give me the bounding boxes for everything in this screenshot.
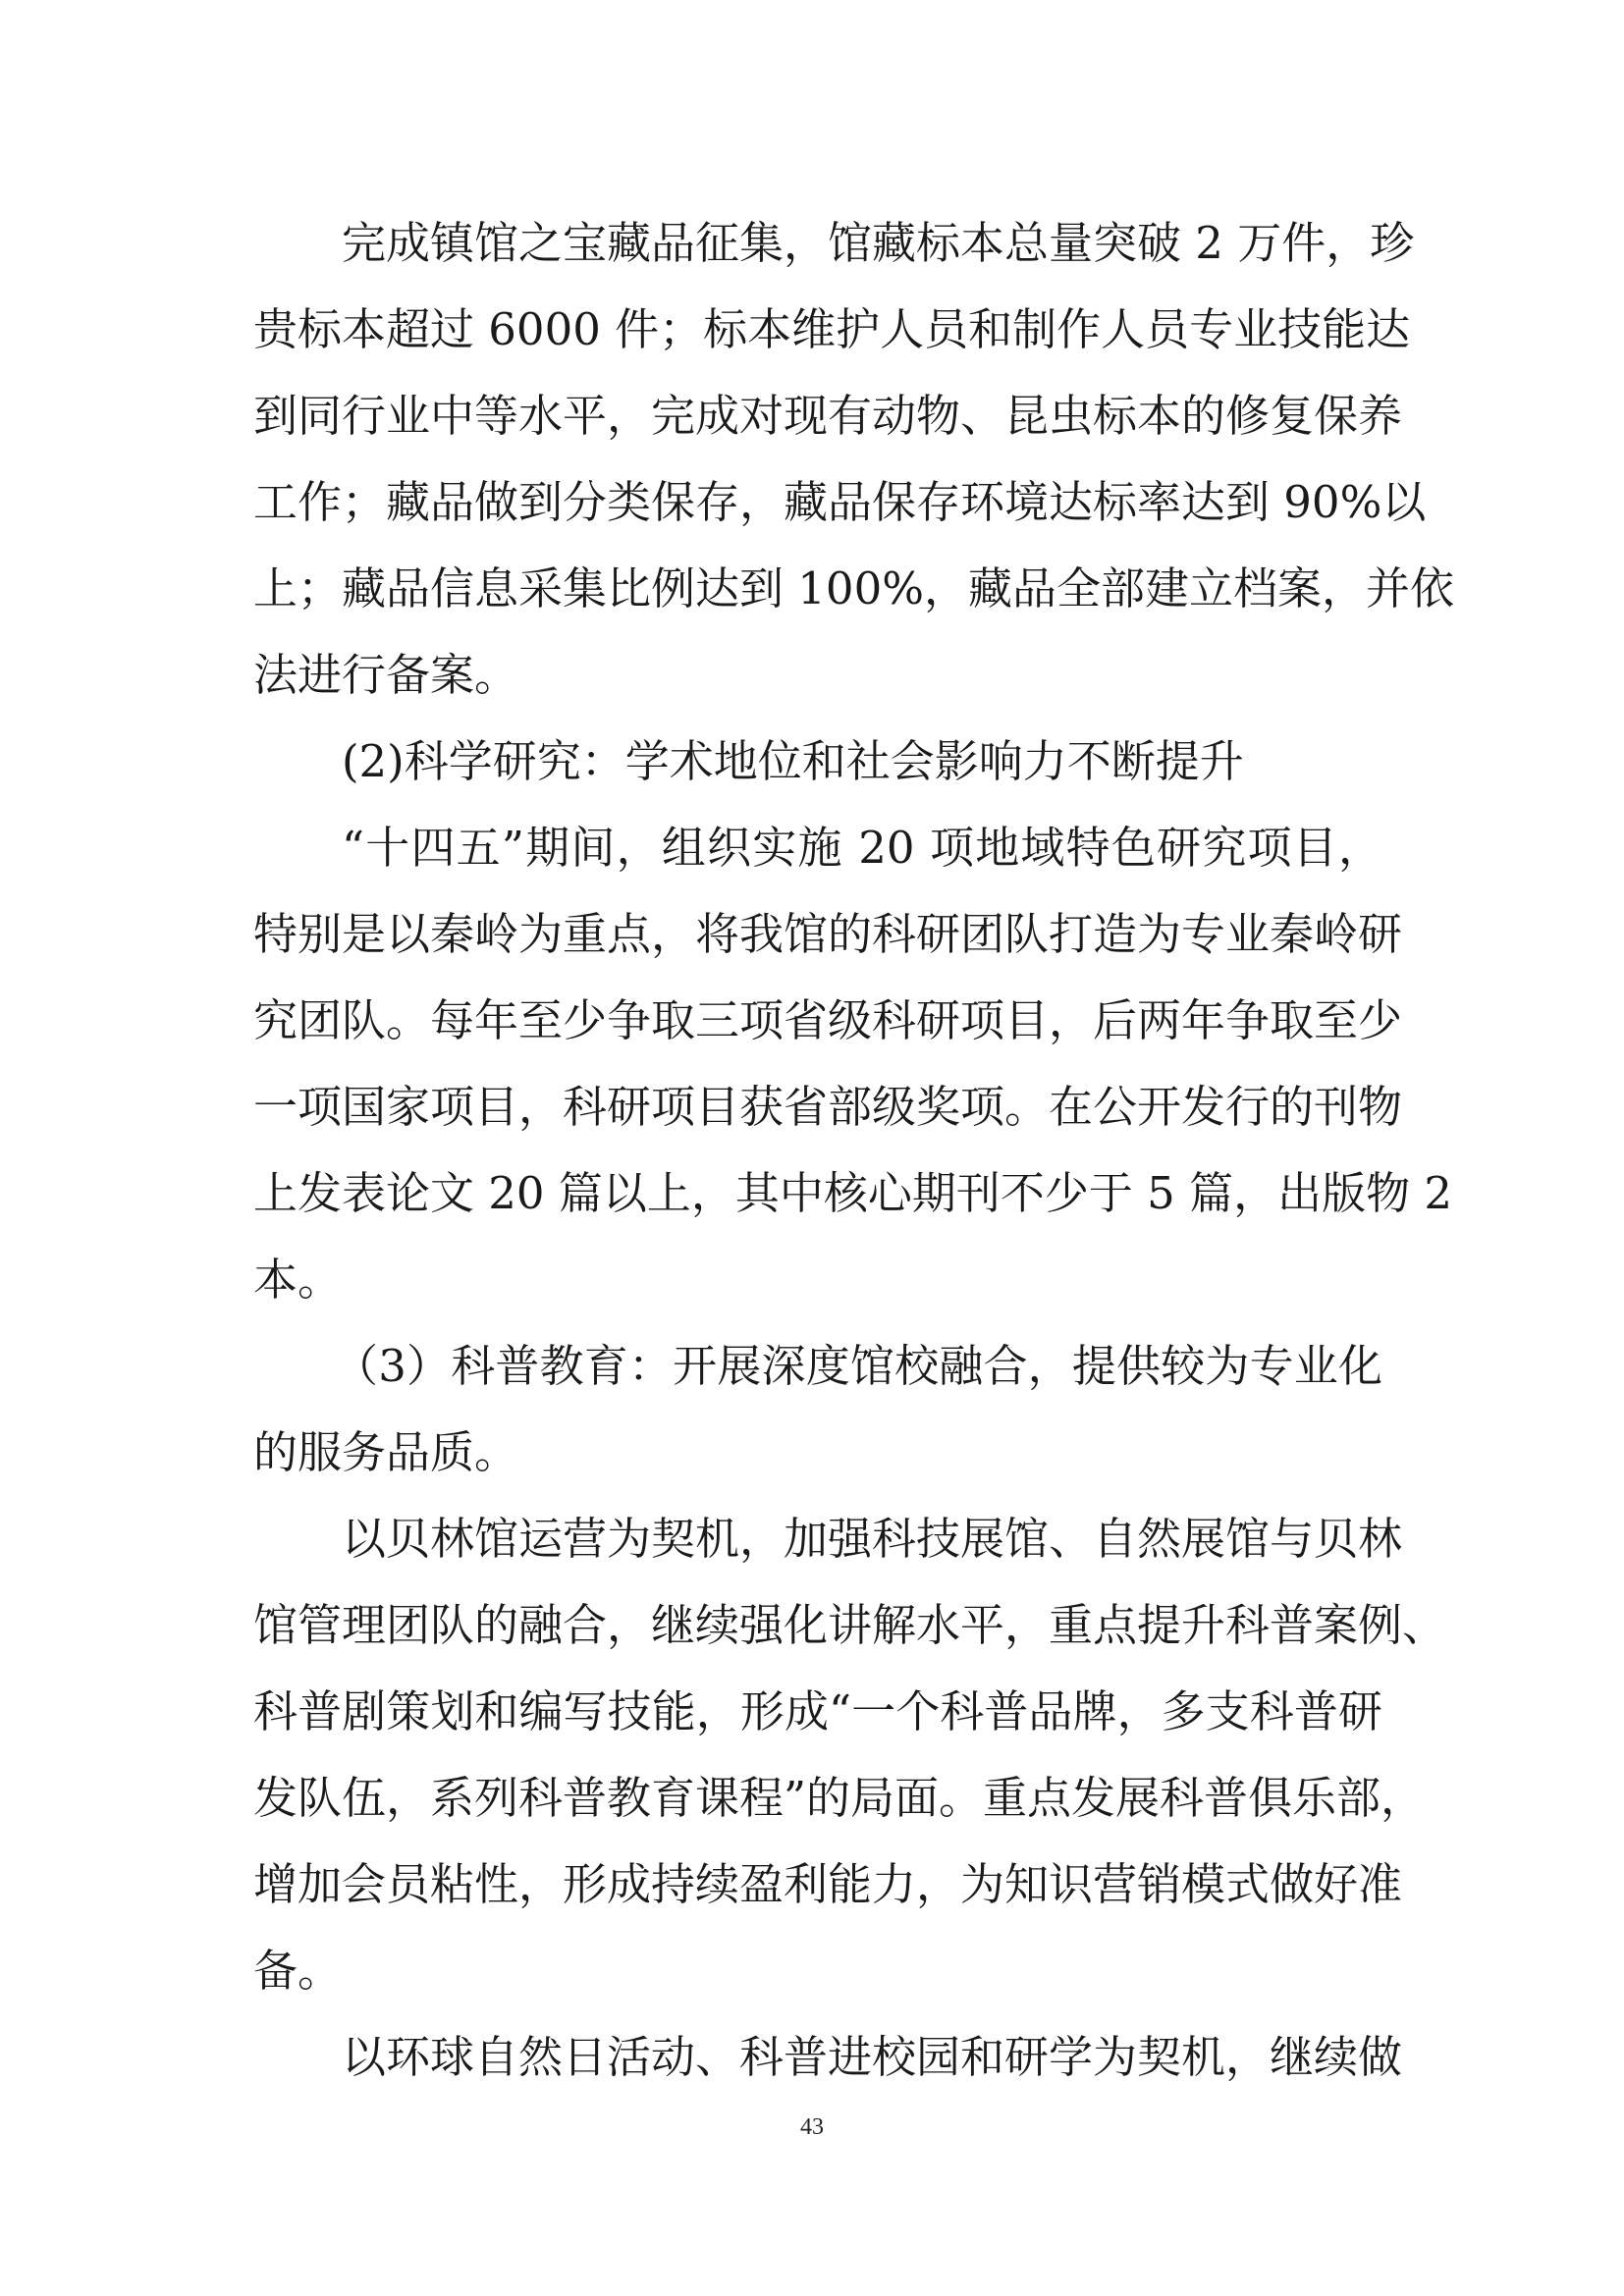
text-line: 以环球自然日活动、科普进校园和研学为契机，继续做 [342,2031,1403,2083]
text-line: 特别是以秦岭为重点，将我馆的科研团队打造为专业秦岭研 [253,908,1403,960]
text-line: 贵标本超过 6000 件；标本维护人员和制作人员专业技能达 [253,303,1411,355]
text-line: 究团队。每年至少争取三项省级科研项目，后两年争取至少 [253,994,1403,1046]
text-line: 完成镇馆之宝藏品征集，馆藏标本总量突破 2 万件，珍 [342,217,1415,269]
text-line: 科普剧策划和编写技能，形成“一个科普品牌，多支科普研 [253,1685,1382,1737]
text-line: 上；藏品信息采集比例达到 100%，藏品全部建立档案，并依 [253,562,1454,614]
section-heading: （3）科普教育：开展深度馆校融合，提供较为专业化 [334,1340,1382,1392]
text-line: 发队伍，系列科普教育课程”的局面。重点发展科普俱乐部， [253,1772,1426,1824]
text-line: 到同行业中等水平，完成对现有动物、昆虫标本的修复保养 [253,390,1403,442]
text-line: 馆管理团队的融合，继续强化讲解水平，重点提升科普案例、 [253,1599,1447,1651]
text-line: 备。 [253,1945,343,1997]
text-line: 以贝林馆运营为契机，加强科技展馆、自然展馆与贝林 [342,1513,1403,1565]
section-heading: (2)科学研究：学术地位和社会影响力不断提升 [342,735,1244,787]
text-line: “十四五”期间，组织实施 20 项地域特色研究项目， [342,822,1382,874]
text-line: 本。 [253,1254,343,1306]
text-line: 一项国家项目，科研项目获省部级奖项。在公开发行的刊物 [253,1081,1403,1133]
page-number: 43 [800,2114,824,2140]
text-line: 增加会员粘性，形成持续盈利能力，为知识营销模式做好准 [253,1858,1403,1910]
text-line: 工作；藏品做到分类保存，藏品保存环境达标率达到 90%以 [253,476,1427,528]
text-line: 上发表论文 20 篇以上，其中核心期刊不少于 5 篇，出版物 2 [253,1167,1453,1219]
section-heading: 的服务品质。 [253,1426,519,1478]
text-line: 法进行备案。 [253,649,519,701]
